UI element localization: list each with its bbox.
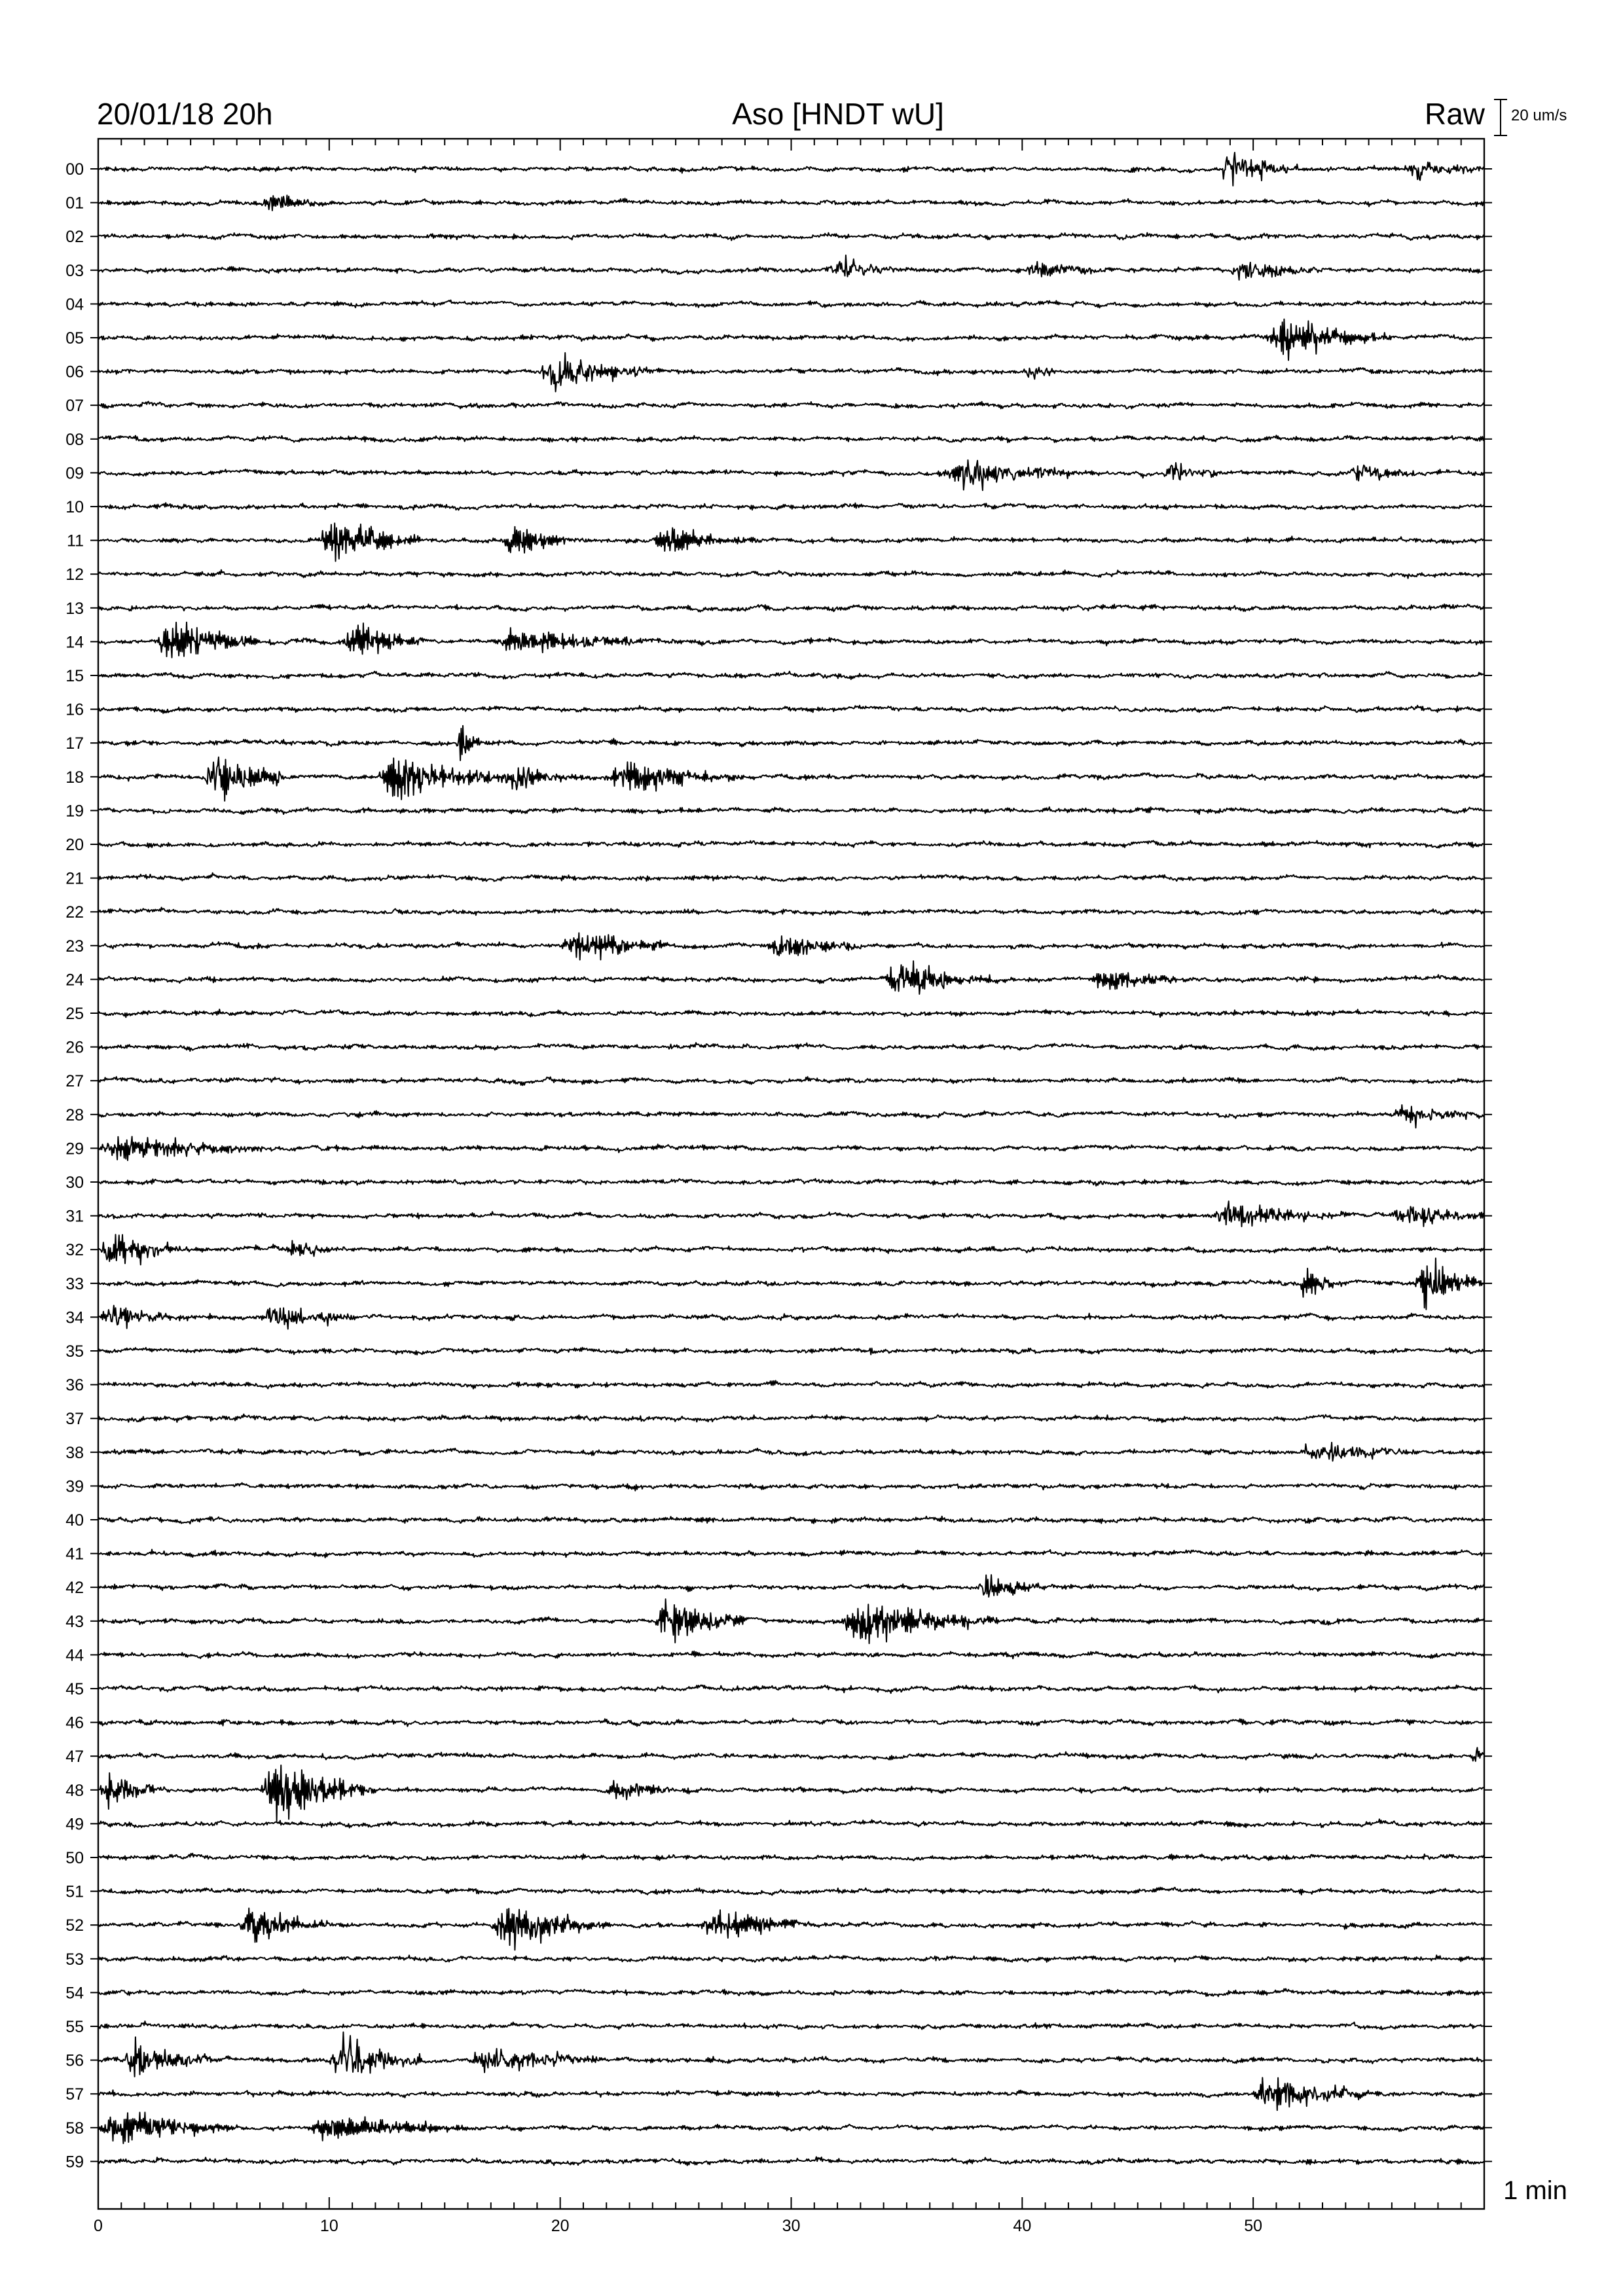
x-axis-unit-label: 1 min bbox=[1503, 2176, 1567, 2205]
row-label: 01 bbox=[65, 194, 84, 213]
header-mode: Raw bbox=[1424, 97, 1485, 131]
row-label: 28 bbox=[65, 1105, 84, 1124]
row-label: 30 bbox=[65, 1174, 84, 1192]
row-label: 14 bbox=[65, 633, 84, 652]
row-label: 05 bbox=[65, 329, 84, 348]
row-label: 46 bbox=[65, 1713, 84, 1732]
row-label: 21 bbox=[65, 869, 84, 888]
row-label: 16 bbox=[65, 700, 84, 719]
row-label: 11 bbox=[67, 531, 84, 550]
row-label: 15 bbox=[65, 667, 84, 685]
row-label: 49 bbox=[65, 1815, 84, 1834]
row-label: 27 bbox=[65, 1072, 84, 1091]
row-label: 54 bbox=[65, 1984, 84, 2003]
row-label: 23 bbox=[65, 937, 84, 956]
x-tick-label: 10 bbox=[319, 2217, 338, 2235]
row-label: 32 bbox=[65, 1241, 84, 1260]
x-tick-label: 30 bbox=[782, 2217, 801, 2235]
row-label: 31 bbox=[65, 1207, 84, 1226]
row-label: 50 bbox=[65, 1849, 84, 1867]
row-label: 22 bbox=[65, 903, 84, 922]
row-label: 36 bbox=[65, 1376, 84, 1395]
row-label: 13 bbox=[65, 599, 84, 618]
row-label: 18 bbox=[65, 768, 84, 787]
row-label: 19 bbox=[65, 802, 84, 821]
row-label: 03 bbox=[65, 261, 84, 280]
row-label: 58 bbox=[65, 2119, 84, 2138]
row-label: 33 bbox=[65, 1274, 84, 1293]
row-label: 00 bbox=[65, 160, 84, 179]
row-label: 26 bbox=[65, 1038, 84, 1057]
row-label: 10 bbox=[65, 498, 84, 516]
row-label: 42 bbox=[65, 1579, 84, 1598]
row-label: 09 bbox=[65, 464, 84, 483]
x-tick-label: 40 bbox=[1013, 2217, 1032, 2235]
header-station: Aso [HNDT wU] bbox=[732, 97, 944, 131]
row-label: 25 bbox=[65, 1005, 84, 1023]
row-label: 38 bbox=[65, 1443, 84, 1462]
row-label: 17 bbox=[65, 734, 84, 753]
row-label: 51 bbox=[65, 1882, 84, 1901]
row-label: 52 bbox=[65, 1916, 84, 1935]
row-label: 43 bbox=[65, 1612, 84, 1631]
row-label: 48 bbox=[65, 1781, 84, 1800]
row-label: 34 bbox=[65, 1308, 84, 1327]
row-label: 29 bbox=[65, 1139, 84, 1158]
row-label: 02 bbox=[65, 228, 84, 247]
row-label: 44 bbox=[65, 1646, 84, 1665]
row-label: 06 bbox=[65, 363, 84, 382]
row-label: 55 bbox=[65, 2018, 84, 2036]
row-label: 24 bbox=[65, 971, 84, 990]
row-label: 41 bbox=[65, 1545, 84, 1564]
row-label: 40 bbox=[65, 1511, 84, 1530]
scale-bar-label: 20 um/s bbox=[1511, 107, 1567, 124]
x-tick-label: 50 bbox=[1244, 2217, 1263, 2235]
row-label: 12 bbox=[65, 565, 84, 584]
row-label: 56 bbox=[65, 2051, 84, 2070]
x-tick-label: 0 bbox=[94, 2217, 103, 2235]
row-label: 53 bbox=[65, 1950, 84, 1969]
row-label: 04 bbox=[65, 295, 84, 314]
row-label: 35 bbox=[65, 1342, 84, 1361]
header-datetime: 20/01/18 20h bbox=[97, 97, 273, 131]
row-label: 57 bbox=[65, 2085, 84, 2104]
row-label: 45 bbox=[65, 1680, 84, 1698]
row-label: 37 bbox=[65, 1410, 84, 1429]
row-label: 20 bbox=[65, 836, 84, 854]
row-label: 59 bbox=[65, 2153, 84, 2172]
x-tick-label: 20 bbox=[551, 2217, 570, 2235]
row-label: 08 bbox=[65, 430, 84, 449]
row-label: 39 bbox=[65, 1477, 84, 1496]
row-label: 47 bbox=[65, 1748, 84, 1767]
row-label: 07 bbox=[65, 397, 84, 416]
